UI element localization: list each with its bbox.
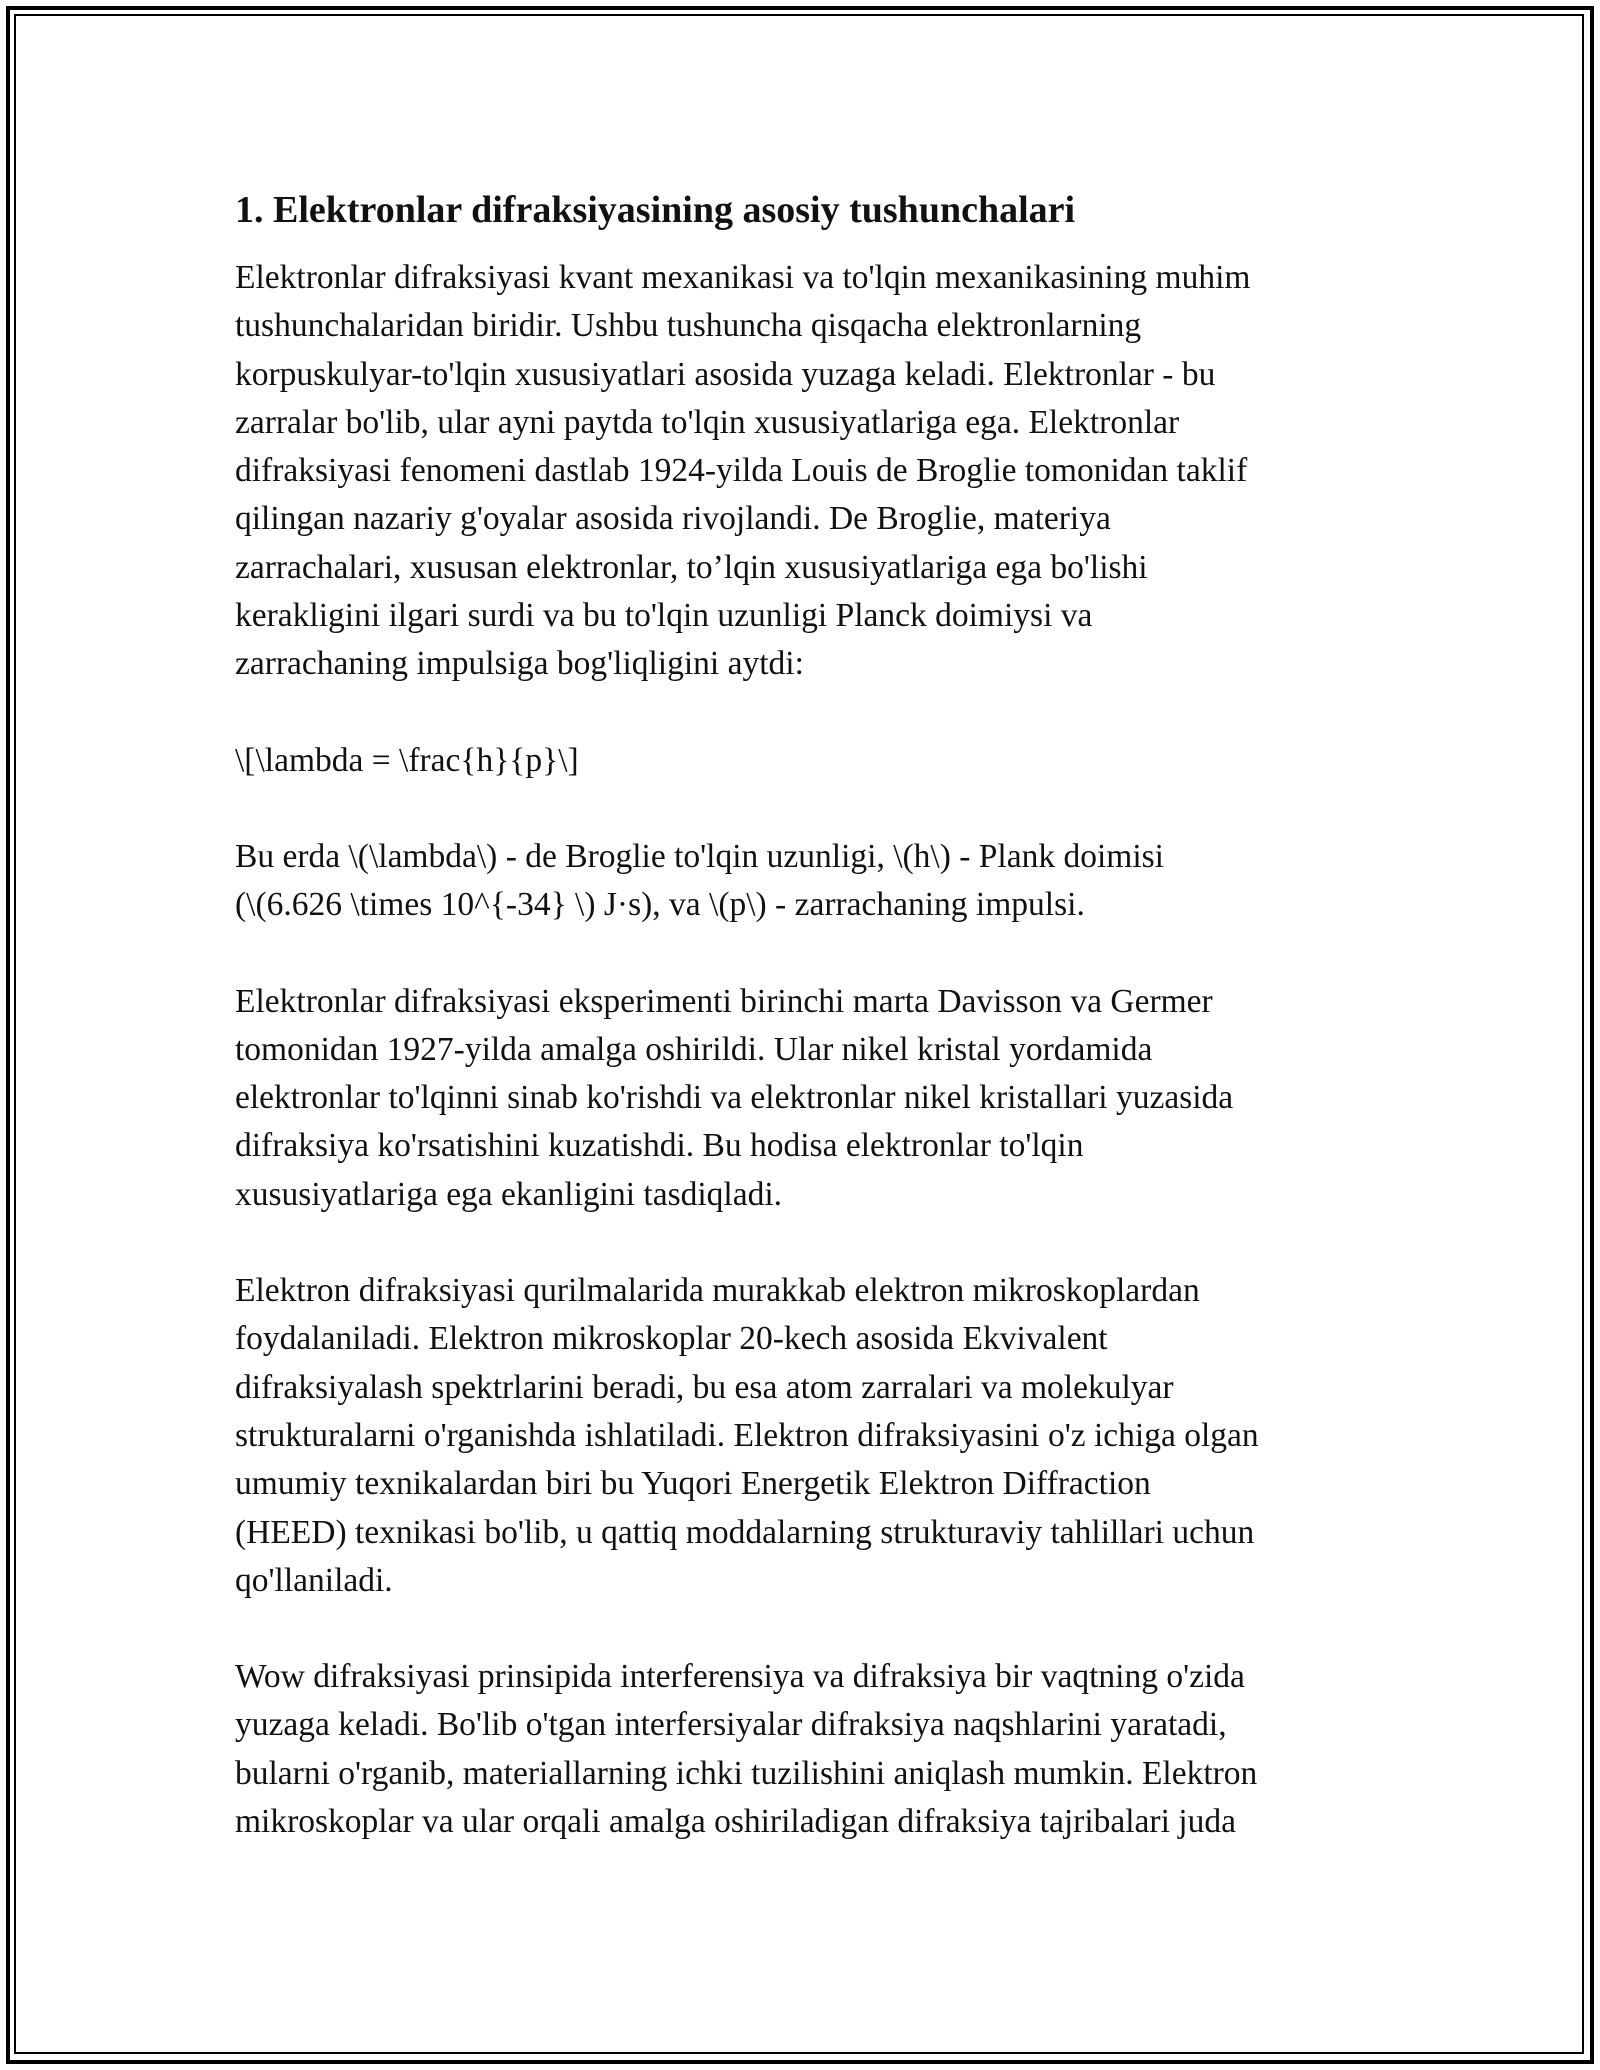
text-line: Bu erda \(\lambda\) - de Broglie to'lqin uzunligi, \(h\) - Plank doimisi	[235, 837, 1164, 875]
text-line: yuzaga keladi. Bo'lib o'tgan interfersiyalar difraksiya naqshlarini yaratadi,	[235, 1706, 1227, 1744]
text-line: qo'llaniladi.	[235, 1561, 393, 1599]
text-line: zarralar bo'lib, ular ayni paytda to'lqin xususiyatlariga ega. Elektronlar	[235, 403, 1180, 441]
formula-text: \[\lambda = \frac{h}{p}\]	[235, 741, 579, 779]
text-line: xususiyatlariga ega ekanligini tasdiqladi.	[235, 1175, 783, 1213]
text-line: zarrachalari, xususan elektronlar, to’lqin xususiyatlariga ega bo'lishi	[235, 548, 1148, 586]
paragraph-microscopes	[235, 1267, 1375, 1605]
text-line: zarrachaning impulsiga bog'liqligini aytdi:	[235, 645, 804, 683]
text-line: difraksiyalash spektrlarini beradi, bu esa atom zarralari va molekulyar	[235, 1368, 1174, 1406]
text-line: strukturalarni o'rganishda ishlatiladi. Elektron difraksiyasini o'z ichiga olgan	[235, 1416, 1259, 1454]
text-line: tushunchalaridan biridir. Ushbu tushuncha qisqacha elektronlarning	[235, 307, 1142, 345]
text-line: korpuskulyar-to'lqin xususiyatlari asosida yuzaga keladi. Elektronlar - bu	[235, 355, 1216, 393]
text-line: Elektron difraksiyasi qurilmalarida murakkab elektron mikroskoplardan	[235, 1272, 1200, 1310]
formula-line	[235, 737, 1375, 785]
text-line: umumiy texnikalardan biri bu Yuqori Energetik Elektron Diffraction	[235, 1465, 1151, 1503]
document-body	[235, 186, 1375, 1894]
text-line: kerakligini ilgari surdi va bu to'lqin uzunligi Planck doimiysi va	[235, 597, 1093, 635]
text-line: tomonidan 1927-yilda amalga oshirildi. Ular nikel kristal yordamida	[235, 1030, 1153, 1068]
paragraph-formula-explanation	[235, 833, 1375, 930]
text-line: Wow difraksiyasi prinsipida interferensiya va difraksiya bir vaqtning o'zida	[235, 1658, 1245, 1696]
text-line: qilingan nazariy g'oyalar asosida rivojlandi. De Broglie, materiya	[235, 500, 1111, 538]
text-line: Elektronlar difraksiyasi kvant mexanikasi va to'lqin mexanikasining muhim	[235, 259, 1251, 296]
paragraph-experiment	[235, 978, 1375, 1219]
section-heading: 1. Elektronlar difraksiyasining asosiy tushunchalari	[235, 189, 1076, 231]
paragraph-interference	[235, 1653, 1375, 1846]
text-line: difraksiya ko'rsatishini kuzatishdi. Bu hodisa elektronlar to'lqin	[235, 1127, 1084, 1165]
text-line: elektronlar to'lqinni sinab ko'rishdi va elektronlar nikel kristallari yuzasida	[235, 1079, 1234, 1117]
text-line: bularni o'rganib, materiallarning ichki tuzilishini aniqlash mumkin. Elektron	[235, 1754, 1258, 1792]
text-line: foydalaniladi. Elektron mikroskoplar 20-kech asosida Ekvivalent	[235, 1320, 1108, 1358]
paragraph-intro	[235, 254, 1375, 689]
text-line: mikroskoplar va ular orqali amalga oshiriladigan difraksiya tajribalari juda	[235, 1803, 1236, 1841]
text-line: difraksiyasi fenomeni dastlab 1924-yilda Louis de Broglie tomonidan taklif	[235, 452, 1248, 490]
text-line: (\(6.626 \times 10^{-34} \) J·s), va \(p\) - zarrachaning impulsi.	[235, 886, 1085, 924]
text-line: Elektronlar difraksiyasi eksperimenti birinchi marta Davisson va Germer	[235, 982, 1213, 1020]
text-line: (HEED) texnikasi bo'lib, u qattiq moddalarning strukturaviy tahlillari uchun	[235, 1513, 1255, 1551]
